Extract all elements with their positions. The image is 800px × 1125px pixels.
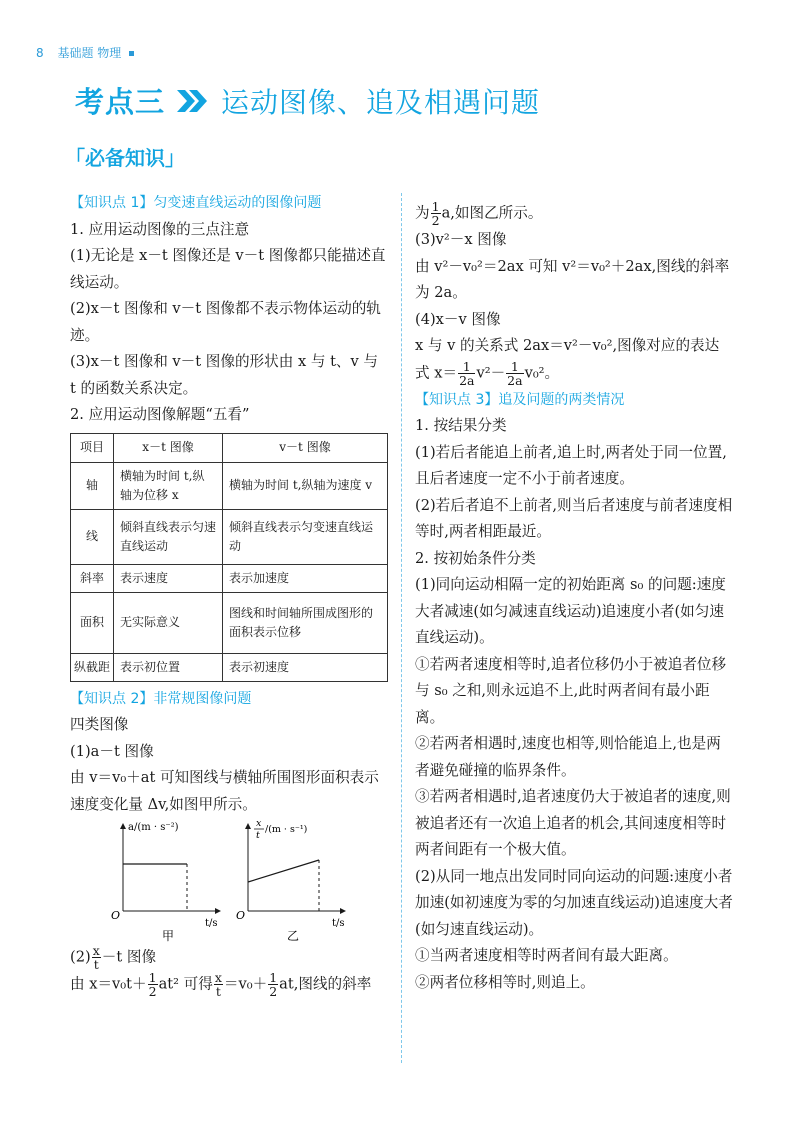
open-bracket-icon: 「 xyxy=(65,146,85,170)
title-main: 运动图像、追及相遇问题 xyxy=(221,85,541,119)
square-icon xyxy=(129,51,134,56)
table-header-row xyxy=(71,433,388,462)
text-run: －t 图像 xyxy=(101,948,157,966)
table-cell: 轴 xyxy=(71,462,114,509)
graph-a-ylabel: a/(m · s⁻²) xyxy=(128,822,179,833)
graph-b-xlabel: t/s xyxy=(332,918,345,929)
initial-case-1b: ②若两者相遇时,速度也相等,则恰能追上,也是两者避免碰撞的临界条件。 xyxy=(415,735,721,779)
fraction-num: x xyxy=(214,970,222,985)
fraction-den: 2 xyxy=(148,984,157,999)
heading-by-result: 1. 按结果分类 xyxy=(415,417,507,434)
fraction xyxy=(148,971,158,998)
graphs-figure xyxy=(70,818,388,944)
fraction-num: 1 xyxy=(431,199,440,214)
section-label: 必备知识 xyxy=(85,146,165,170)
note-1: (1)无论是 x－t 图像还是 v－t 图像都只能描述直线运动。 xyxy=(70,247,386,291)
section-heading xyxy=(65,142,185,171)
table-cell: 表示初速度 xyxy=(223,653,388,681)
table-cell: 面积 xyxy=(71,592,114,653)
fraction-num: 1 xyxy=(148,970,157,985)
text-run: 由 x＝v₀t＋ xyxy=(70,975,147,993)
fraction-den: 2a xyxy=(459,372,475,388)
fraction-num: 1 xyxy=(458,360,475,374)
left-column xyxy=(70,190,388,998)
table-cell: 表示加速度 xyxy=(223,564,388,592)
table-cell: 横轴为时间 t,纵轴为速度 v xyxy=(223,462,388,509)
table-cell: 倾斜直线表示匀速直线运动 xyxy=(114,509,223,564)
note-3: (3)x－t 图像和 v－t 图像的形状由 x 与 t、v 与 t 的函数关系决定。 xyxy=(70,353,379,397)
page-number: 8 xyxy=(36,46,44,60)
fraction xyxy=(92,944,101,971)
initial-case-2a: ①当两者速度相等时两者间有最大距离。 xyxy=(415,947,678,964)
text-run: 式 x＝ xyxy=(415,364,458,381)
at-graph-heading: (1)a－t 图像 xyxy=(70,742,154,760)
table-header: v－t 图像 xyxy=(223,433,388,462)
table-cell: 倾斜直线表示匀变速直线运动 xyxy=(223,509,388,564)
fraction-den: t xyxy=(93,957,99,972)
heading-three-notes: 1. 应用运动图像的三点注意 xyxy=(70,220,250,238)
graph-a-origin: O xyxy=(111,909,121,922)
four-graph-types: 四类图像 xyxy=(70,716,129,733)
column-divider xyxy=(401,193,402,1063)
table-cell: 表示速度 xyxy=(114,564,223,592)
graph-a-xlabel: t/s xyxy=(205,918,218,929)
initial-case-1c: ③若两者相遇时,追者速度仍大于被追者的速度,则被追者还有一次追上追者的机会,其间速度相等时两者间距有一个极大值。 xyxy=(415,788,731,858)
table-cell: 横轴为时间 t,纵轴为位移 x xyxy=(114,462,223,509)
graphs-svg xyxy=(70,818,388,944)
graph-a-caption: 甲 xyxy=(162,929,175,943)
title-prefix: 考点三 xyxy=(75,85,166,119)
fraction-den: 2 xyxy=(431,213,440,228)
v2x-graph-text: 由 v²－v₀²＝2ax 可知 v²＝v₀²＋2ax,图线的斜率为 2a。 xyxy=(415,257,730,301)
table-row xyxy=(71,564,388,592)
fraction xyxy=(268,971,278,998)
fraction-num: 1 xyxy=(269,970,278,985)
fraction xyxy=(458,360,475,387)
page-title xyxy=(75,80,540,121)
initial-case-1: (1)同向运动相隔一定的初始距离 s₀ 的问题:速度大者减速(如匀减速直线运动)追速度小者(如匀速直线运动)。 xyxy=(415,576,726,646)
running-title: 基础题 物理 xyxy=(57,46,122,60)
xv-graph-heading: (4)x－v 图像 xyxy=(415,310,501,328)
double-chevron-icon xyxy=(175,88,209,114)
fraction xyxy=(431,200,441,227)
running-header xyxy=(36,44,134,61)
fraction-num: x xyxy=(92,943,100,958)
at-graph-text: 由 v＝v₀＋at 可知图线与横轴所围图形面积表示速度变化量 Δv,如图甲所示。 xyxy=(70,769,379,813)
close-bracket-icon: 」 xyxy=(165,146,185,170)
fraction-den: t xyxy=(215,984,221,999)
heading-by-initial: 2. 按初始条件分类 xyxy=(415,549,536,567)
table-cell: 斜率 xyxy=(71,564,114,592)
initial-case-2: (2)从同一地点出发同时同向运动的问题:速度小者加速(如初速度为零的匀加速直线运动)追速度大者(如匀速直线运动)。 xyxy=(415,867,733,938)
initial-case-1a: ①若两者速度相等时,追者位移仍小于被追者位移与 s₀ 之和,则永远追不上,此时两者间有最小距离。 xyxy=(415,655,727,726)
text-run: v²－ xyxy=(476,364,506,381)
table-cell: 表示初位置 xyxy=(114,653,223,681)
table-header: 项目 xyxy=(71,433,114,462)
fraction-den: 2 xyxy=(269,984,278,999)
table-cell: 纵截距 xyxy=(71,653,114,681)
graph-b-ylabel-num: x xyxy=(256,818,262,829)
graph-b-ylabel-unit: /(m · s⁻¹) xyxy=(265,824,308,835)
graph-b-origin: O xyxy=(236,909,246,922)
table-row xyxy=(71,653,388,681)
xv-expression xyxy=(415,360,733,387)
graph-b-ylabel-den: t xyxy=(256,830,260,841)
heading-five-looks: 2. 应用运动图像解题“五看” xyxy=(70,406,250,423)
result-case-2: (2)若后者追不上前者,则当后者速度与前者速度相等时,两者相距最近。 xyxy=(415,496,733,540)
table-header: x－t 图像 xyxy=(114,433,223,462)
five-looks-table xyxy=(70,433,388,682)
text-run: at,图线的斜率 xyxy=(279,975,372,993)
text-run: a,如图乙所示。 xyxy=(441,204,543,222)
note-2: (2)x－t 图像和 v－t 图像都不表示物体运动的轨迹。 xyxy=(70,300,381,344)
table-cell: 图线和时间轴所围成图形的面积表示位移 xyxy=(223,592,388,653)
table-row xyxy=(71,462,388,509)
table-row xyxy=(71,592,388,653)
xt-graph-heading xyxy=(70,944,388,971)
text-run: ＝v₀＋ xyxy=(223,975,268,993)
text-run: 为 xyxy=(415,204,430,222)
initial-case-2b: ②两者位移相等时,则追上。 xyxy=(415,973,595,991)
fraction-den: 2a xyxy=(507,372,523,388)
graph-b-line xyxy=(248,860,319,882)
text-run: v₀²。 xyxy=(524,364,560,381)
table-row xyxy=(71,509,388,564)
right-column xyxy=(415,200,733,996)
text-run: at² 可得 xyxy=(158,975,213,993)
xv-graph-text: x 与 v 的关系式 2ax＝v²－v₀²,图像对应的表达 xyxy=(415,337,720,354)
fraction-num: 1 xyxy=(506,360,523,374)
graph-b-caption: 乙 xyxy=(287,929,300,943)
v2x-graph-heading: (3)v²－x 图像 xyxy=(415,231,507,248)
xt-graph-text xyxy=(70,971,388,998)
slope-half-a xyxy=(415,200,733,227)
table-cell: 线 xyxy=(71,509,114,564)
table-cell: 无实际意义 xyxy=(114,592,223,653)
knowledge-point-1-label: 【知识点 1】匀变速直线运动的图像问题 xyxy=(70,195,322,211)
text-run: (2) xyxy=(70,948,91,966)
result-case-1: (1)若后者能追上前者,追上时,两者处于同一位置,且后者速度一定不小于前者速度。 xyxy=(415,443,727,487)
fraction xyxy=(506,360,523,387)
knowledge-point-2-label: 【知识点 2】非常规图像问题 xyxy=(70,690,252,707)
fraction xyxy=(214,971,223,998)
knowledge-point-3-label: 【知识点 3】追及问题的两类情况 xyxy=(415,391,625,408)
